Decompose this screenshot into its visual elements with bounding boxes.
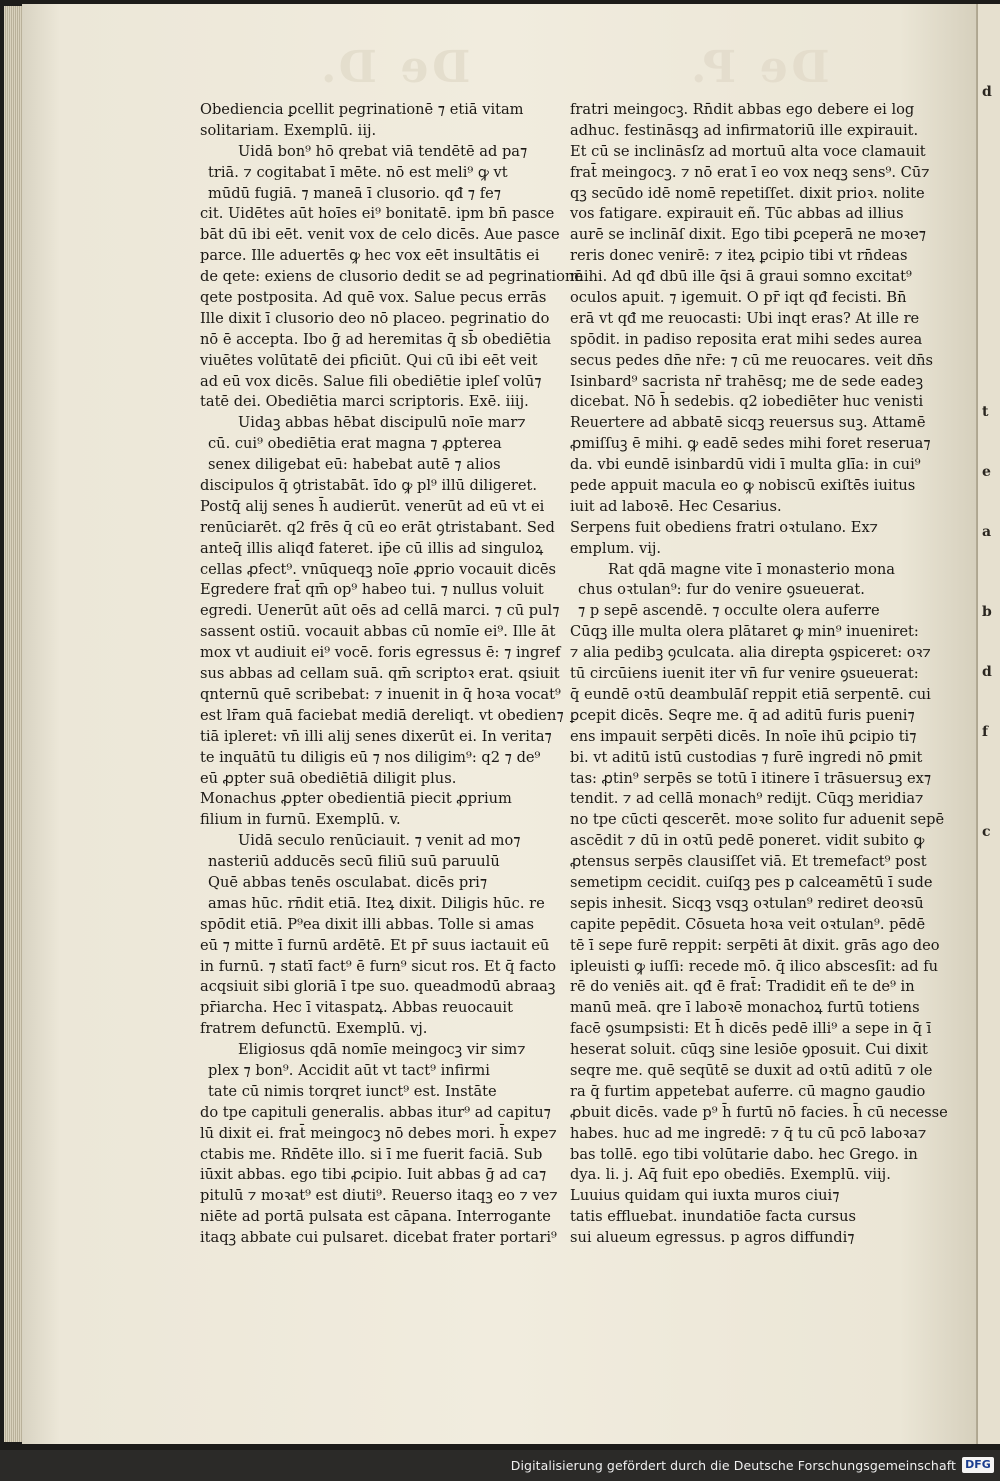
text-line: facē ꝯsumpsisti: Et h̄ dicēs pedē illi⁹ a sepe in q̄ ī <box>570 1020 932 1038</box>
text-line: Egredere frat̄ qm̄ op⁹ habeo tui. ⁊ nullus voluit <box>200 581 544 599</box>
text-line: da. vbi eundē isinbardū vidi ī multa glīa: in cui⁹ <box>570 456 921 474</box>
text-line: sassent ostiū. vocauit abbas cū nomīe ei⁹. Ille āt <box>200 623 556 641</box>
text-line: qete postposita. Ad quē vox. Salue pecus errās <box>200 289 547 307</box>
text-line: itaqꝫ abbate cui pulsaret. dicebat frater portari⁹ <box>200 1229 557 1247</box>
neighbor-page-fragment: f <box>982 724 989 740</box>
text-line: tas: ꝓtin⁹ serpēs se totū ī itinere ī trāsuersuꝫ ex⁊ <box>570 769 932 787</box>
text-line: nasteriū adducēs secū filiū suū paruulū <box>208 853 500 871</box>
text-line: chus oꝛtulan⁹: fur do venire ꝯsueuerat. <box>578 581 865 599</box>
text-line: ꝑcepit dicēs. Seqre me. q̄ ad aditū furis pueni⁊ <box>570 706 915 724</box>
text-line: in furnū. ⁊ statī fact⁹ ē furn⁹ sicut ros. Et q̄ facto <box>200 957 557 975</box>
text-line: do tpe capituli generalis. abbas itur⁹ ad capitu⁊ <box>200 1103 551 1121</box>
text-line: tatē dei. Obediētia marci scriptoris. Exē. iiij. <box>200 393 529 411</box>
text-line: senex diligebat eū: habebat autē ⁊ alios <box>208 456 501 474</box>
text-line: manū meā. qre ī laboꝛē monachoꝝ furtū totiens <box>570 999 920 1017</box>
text-line: reris donec venirē: ⁊ iteꝝ ꝑcipio tibi vt rn̄deas <box>570 247 908 265</box>
text-line: pr̄iarcha. Hec ī vitaspatꝝ. Abbas reuocauit <box>200 999 513 1017</box>
text-line: oculos apuit. ⁊ igemuit. O pr̄ iqt qđ fecisti. Bn̄ <box>570 289 907 307</box>
text-line: spōdit. in padiso reposita erat mihi sedes aurea <box>570 330 923 348</box>
text-line: tendit. ⁊ ad cellā monach⁹ redijt. Cūqꝫ meridia⁊ <box>570 790 924 808</box>
text-line: niēte ad portā pulsata est cāpana. Interrogante <box>200 1208 551 1226</box>
text-line: bas tollē. ego tibi volūtarie dabo. hec Grego. in <box>570 1145 918 1163</box>
text-line: erā vt qđ me reuocasti: Ubi inqt eras? At ille re <box>570 309 920 327</box>
text-line: emplum. vij. <box>570 539 662 557</box>
text-line: sepis inhesit. Sicqꝫ vsqꝫ oꝛtulan⁹ rediret deoꝛsū <box>570 894 924 912</box>
text-line: solitariam. Exemplū. iij. <box>200 121 377 139</box>
text-line: cellas ꝓfect⁹. vnūqueqꝫ noīe ꝓprio vocauit dicēs <box>200 560 556 578</box>
text-line: tē ī sepe furē reppit: serpēti āt dixit. grās ago deo <box>570 936 940 954</box>
text-line: Uidā seculo renūciauit. ⁊ venit ad mo⁊ <box>238 832 521 850</box>
text-line: mox vt audiuit ei⁹ vocē. foris egressus ē: ⁊ ingref <box>200 644 561 662</box>
text-column-left <box>200 100 583 1249</box>
text-line: Monachus ꝓpter obedientiā piecit ꝓprium <box>200 790 512 808</box>
text-line: anteq̄ illis aliqđ fateret. ip̄e cū illis ad singuloꝝ <box>200 539 544 557</box>
text-line: Serpens fuit obediens fratri oꝛtulano. Ex⁊ <box>570 518 879 536</box>
text-line: acqsiuit sibi gloriā ī tpe suo. queadmodū abraaꝫ <box>200 978 556 996</box>
text-line: Uidaꝫ abbas hēbat discipulū noīe mar⁊ <box>238 414 526 432</box>
text-line: ra q̄ furtim appetebat auferre. cū magno gaudio <box>570 1082 926 1100</box>
text-line: de qete: exiens de clusorio dedit se ad pegrinationē <box>200 268 583 286</box>
text-line: heserat soluit. cūqꝫ sine lesiōe ꝯposuit. Cui dixit <box>570 1041 928 1059</box>
text-line: adhuc. festināsqꝫ ad infirmatoriū ille expirauit. <box>570 121 919 139</box>
text-line: bāt dū ibi eēt. venit vox de celo dicēs. Aue pasce <box>200 226 560 244</box>
text-line: ens impauit serpēti dicēs. In noīe ihū ꝑcipio ti⁊ <box>570 727 917 745</box>
text-line: pede appuit macula eo ꝙ nobiscū exiſtēs iuitus <box>570 477 916 495</box>
text-line: ⁊ alia pedibꝫ ꝯculcata. alia direpta ꝯspiceret: oꝛ⁊ <box>570 644 931 662</box>
text-line: plex ⁊ bon⁹. Accidit aūt vt tact⁹ infirmi <box>208 1061 490 1079</box>
text-line: semetipm cecidit. cuiſqꝫ pes p calceamētū ī sude <box>570 873 933 891</box>
text-line: dya. li. j. Aq̄ fuit epo obediēs. Exemplū. viij. <box>570 1166 891 1184</box>
text-line: viuētes volūtatē dei pficiūt. Qui cū ibi eēt veit <box>200 351 538 369</box>
neighbor-page-fragment: e <box>982 464 991 480</box>
text-line: aurē se inclināſ dixit. Ego tibi ꝑceperā ne moꝛe⁊ <box>570 226 926 244</box>
text-line: q̄ eundē oꝛtū deambulāſ reppit etiā serpentē. cui <box>570 685 931 703</box>
text-line: Eligiosus qdā nomīe meingocꝫ vir sim⁊ <box>238 1041 526 1059</box>
text-line: fratrem defunctū. Exemplū. vj. <box>200 1020 428 1038</box>
text-line: Ille dixit ī clusorio deo nō placeo. pegrinatio do <box>200 309 550 327</box>
neighbor-page <box>978 4 1000 1444</box>
text-line: cū. cui⁹ obediētia erat magna ⁊ ꝓpterea <box>208 435 502 453</box>
text-line: ascēdit ⁊ dū in oꝛtū pedē poneret. vidit subito ꝙ <box>570 832 925 850</box>
text-line: Luuius quidam qui iuxta muros ciui⁊ <box>570 1187 840 1205</box>
neighbor-page-fragment: b <box>982 604 992 620</box>
text-column-right <box>570 100 948 1249</box>
text-line: frat̄ meingocꝫ. ⁊ nō erat ī eo vox neqꝫ sens⁹. Cū⁊ <box>570 163 930 181</box>
neighbor-page-fragment: d <box>982 664 992 680</box>
text-line: Cūqꝫ ille multa olera plātaret ꝙ min⁹ inueniret: <box>570 623 919 641</box>
text-line: spōdit etiā. P⁹ea dixit illi abbas. Tolle si amas <box>200 915 535 933</box>
neighbor-page-fragment: c <box>982 824 991 840</box>
text-line: renūciarēt. q2 frēs q̄ cū eo erāt ꝯtristabant. Sed <box>200 518 555 536</box>
text-line: ctabis me. Rn̄dēte illo. si ī me fuerit faciā. Sub <box>200 1145 543 1163</box>
text-line: iūxit abbas. ego tibi ꝓcipio. Iuit abbas ḡ ad ca⁊ <box>200 1166 547 1184</box>
text-line: Isinbard⁹ sacrista nr̄ trahēsq; me de sede eadeꝫ <box>570 372 924 390</box>
text-line: egredi. Uenerūt aūt oēs ad cellā marci. ⁊ cū pul⁊ <box>200 602 560 620</box>
text-line: dicebat. Nō h̄ sedebis. q2 iobediēter huc venisti <box>570 393 924 411</box>
text-line: sui alueum egressus. p agros diffundi⁊ <box>570 1229 855 1247</box>
text-line: sus abbas ad cellam suā. qm̄ scriptoꝛ erat. qsiuit <box>200 665 560 683</box>
text-line: cit. Uidētes aūt hoīes ei⁹ bonitatē. ipm bn̄ pasce <box>200 205 555 223</box>
text-line: tate cū nimis torqret iunct⁹ est. Instāte <box>208 1082 497 1100</box>
text-line: amas hūc. rn̄dit etiā. Iteꝝ dixit. Diligis hūc. re <box>208 894 545 912</box>
text-line: ipleuisti ꝙ iuſſi: recede mō. q̄ ilico abscesſit: ad fu <box>570 957 939 975</box>
dfg-logo: DFG <box>962 1457 994 1473</box>
text-line: iuit ad laboꝛē. Hec Cesarius. <box>570 497 782 515</box>
text-line: filium in furnū. Exemplū. v. <box>200 811 401 829</box>
text-line: Uidā bon⁹ hō qrebat viā tendētē ad pa⁊ <box>238 142 528 160</box>
text-line: Et cū se inclināsſz ad mortuū alta voce clamauit <box>570 142 926 160</box>
text-line: Reuertere ad abbatē sicqꝫ reuersus suꝫ. Attamē <box>570 414 926 432</box>
text-line: mūdū fugiā. ⁊ maneā ī clusorio. qđ ⁊ fe⁊ <box>208 184 501 202</box>
text-line: te inquātū tu diligis eū ⁊ nos diligim⁹: q2 ⁊ de⁹ <box>200 748 541 766</box>
text-line: Obediencia ꝑcellit pegrinationē ⁊ etiā vitam <box>200 101 524 118</box>
text-line: tiā ipleret: vn̄ illi alij senes dixerūt ei. In verita⁊ <box>200 727 552 745</box>
text-line: no tpe cūcti qescerēt. moꝛe solito fur aduenit sepē <box>570 811 945 829</box>
text-line: secus pedes dn̄e nr̄e: ⁊ cū me reuocares. veit dn̄s <box>570 351 934 369</box>
neighbor-page-fragment: a <box>982 524 992 540</box>
neighbor-page-fragment: t <box>982 404 989 420</box>
text-line: ꝓtensus serpēs clausiſſet viā. Et tremefact⁹ post <box>570 853 927 871</box>
text-line: tū circūiens iuenit iter vn̄ fur venire ꝯsueuerat: <box>570 665 919 683</box>
text-line: parce. Ille aduertēs ꝙ hec vox eēt insultātis ei <box>200 247 540 265</box>
text-line: Quē abbas tenēs osculabat. dicēs pri⁊ <box>208 873 488 891</box>
text-line: fratri meingocꝫ. Rn̄dit abbas ego debere ei log <box>570 101 915 118</box>
left-running-head: De D. <box>317 42 471 93</box>
text-line: lū dixit ei. frat̄ meingocꝫ nō debes mori. h̄ expe⁊ <box>200 1124 557 1142</box>
text-line: pitulū ⁊ moꝛat⁹ est diuti⁹. Reuerso itaqꝫ eo ⁊ ve⁊ <box>200 1187 558 1205</box>
text-line: Rat qdā magne vite ī monasterio mona <box>608 560 895 578</box>
text-line: Postq̄ alij senes h̄ audierūt. venerūt ad eū vt ei <box>200 497 545 515</box>
text-line: qꝫ secūdo idē nomē repetiſſet. dixit prioꝛ. nolite <box>570 184 925 202</box>
text-line: eū ꝓpter suā obediētiā diligit plus. <box>200 769 457 787</box>
text-line: triā. ⁊ cogitabat ī mēte. nō est meli⁹ ꝙ vt <box>208 163 508 181</box>
footer-bar <box>0 1450 1000 1481</box>
text-line: ⁊ p sepē ascendē. ⁊ occulte olera auferre <box>578 602 880 620</box>
text-line: rē do veniēs ait. qđ ē frat̄: Tradidit eñ te de⁹ in <box>570 978 915 996</box>
text-line: tatis effluebat. inundatiōe facta cursus <box>570 1208 857 1226</box>
funding-credit: Digitalisierung gefördert durch die Deutsche Forschungsgemeinschaft <box>510 1458 956 1473</box>
text-line: seqre me. quē seqūtē se duxit ad oꝛtū aditū ⁊ ole <box>570 1061 933 1079</box>
text-line: ꝓbuit dicēs. vade p⁹ h̄ furtū nō facies. h̄ cū necesse <box>570 1103 948 1121</box>
text-line: qnternū quē scribebat: ⁊ inuenit in q̄ hoꝛa vocat⁹ <box>200 685 561 703</box>
text-line: habes. huc ad me ingredē: ⁊ q̄ tu cū pcō laboꝛa⁊ <box>570 1124 927 1142</box>
text-line: bi. vt aditū istū custodias ⁊ furē ingredi nō ꝑmit <box>570 748 923 766</box>
neighbor-page-fragment: d <box>982 84 992 100</box>
text-line: ad eū vox dicēs. Salue fili obediētie ipleſ volū⁊ <box>200 372 542 390</box>
text-line: nō ē accepta. Ibo ḡ ad heremitas q̄ sb̄ obediētia <box>200 330 552 348</box>
right-running-head: De P. <box>687 42 830 93</box>
text-line: vos fatigare. expirauit eñ. Tūc abbas ad illius <box>570 205 904 223</box>
text-line: mihi. Ad qđ dbū ille q̄si ā graui somno excitat⁹ <box>570 268 912 286</box>
text-line: discipulos q̄ ꝯtristabāt. īdo ꝙ pl⁹ illū diligeret. <box>200 477 537 495</box>
text-line: capite pepēdit. Cōsueta hoꝛa veit oꝛtulan⁹. pēdē <box>570 915 926 933</box>
text-line: eū ⁊ mitte ī furnū ardētē. Et pr̄ suus iactauit eū <box>200 936 550 954</box>
text-line: ꝓmiſſuꝫ ē mihi. ꝙ eadē sedes mihi foret reserua⁊ <box>570 435 931 453</box>
text-line: est lr̄am quā faciebat mediā dereliqt. vt obedien⁊ <box>200 706 564 724</box>
